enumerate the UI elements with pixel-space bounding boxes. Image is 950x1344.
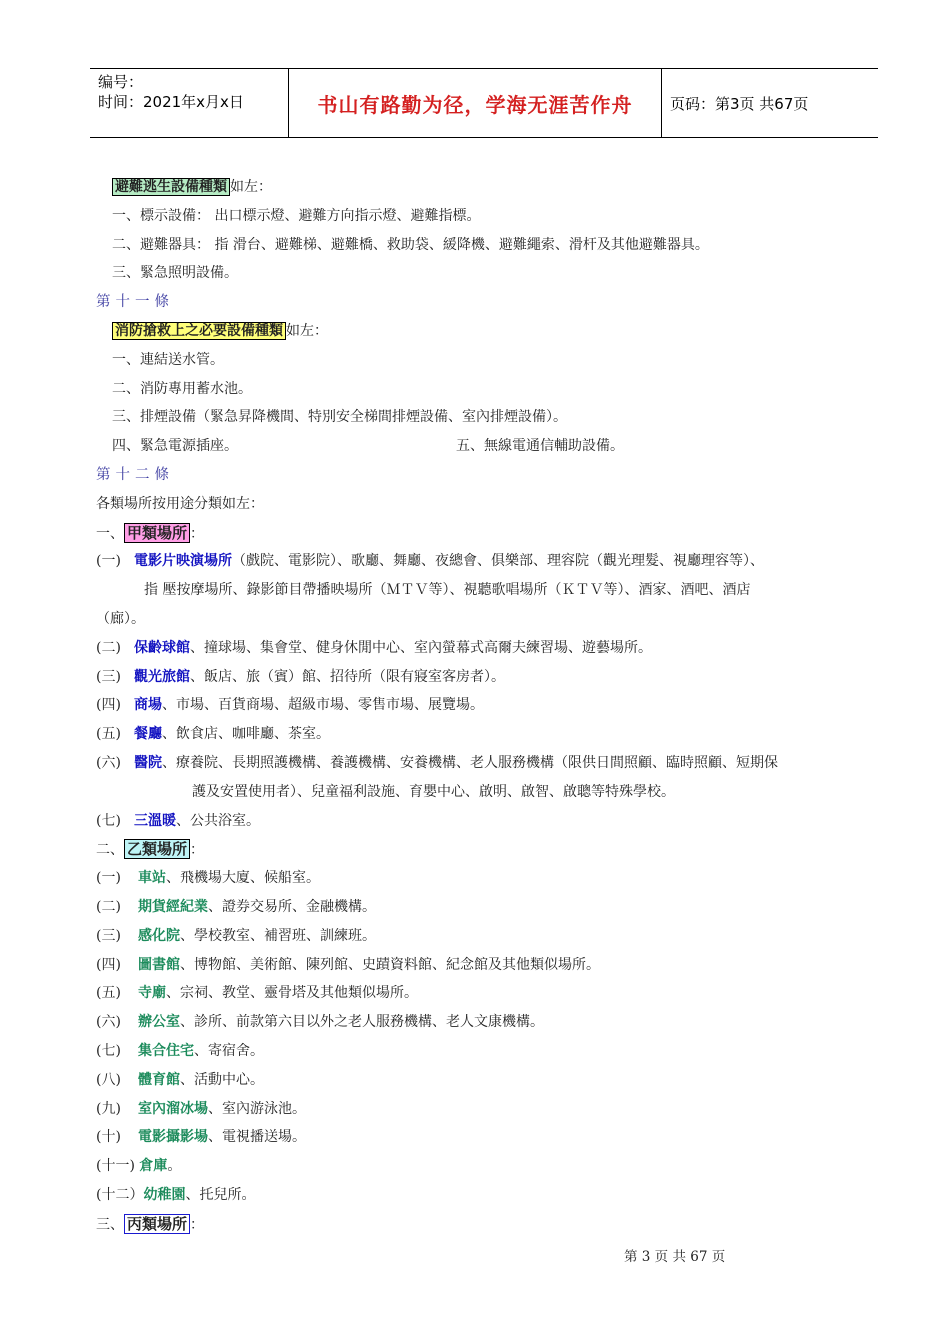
item-number: (十二） <box>96 1186 144 1203</box>
item-number: (八) <box>96 1071 121 1088</box>
item-key: 餐廳 <box>134 726 162 743</box>
table-row <box>96 979 876 1008</box>
class-a-title <box>96 519 876 548</box>
class-prefix: 一、 <box>96 525 124 542</box>
table-row <box>96 951 876 980</box>
item-rest: 、托兒所。 <box>185 1186 256 1203</box>
item-rest: 、市場、百貨商場、超級市場、零售市場、展覽場。 <box>162 697 484 714</box>
section-title-evacuation <box>96 173 876 202</box>
item-key: 電影片映演場所 <box>134 553 232 570</box>
page-header <box>90 68 878 138</box>
item-key: 集合住宅 <box>138 1042 194 1059</box>
table-row <box>96 1037 876 1066</box>
item-number: (四) <box>96 697 121 714</box>
table-row <box>96 547 876 576</box>
item-rest: 指 壓按摩場所、錄影節目帶播映場所（ＭＴＶ等）、視聽歌唱場所（ＫＴＶ等）、酒家、酒吧、酒店 <box>144 582 751 599</box>
item-rest: （廊）。 <box>96 610 145 627</box>
header-left-cell <box>90 69 288 137</box>
list-item: 三、排煙設備（緊急昇降機間、特別安全梯間排煙設備、室內排煙設備）。 <box>112 409 567 426</box>
item-key: 辦公室 <box>138 1014 180 1031</box>
table-row <box>96 720 876 749</box>
class-prefix: 二、 <box>96 842 124 859</box>
item-key: 室內溜冰場 <box>138 1100 208 1117</box>
highlight-firefighting-equipment: 消防搶救上之必要設備種類 <box>112 322 286 340</box>
class-suffix: ： <box>190 842 205 859</box>
item-key: 觀光旅館 <box>134 668 190 685</box>
item-number: (七) <box>96 1042 121 1059</box>
list-item: 二、避難器具： 指 滑台、避難梯、避難橋、救助袋、緩降機、避難繩索、滑杆及其他避難器具。 <box>112 236 709 253</box>
header-motto: 书山有路勤为径，学海无涯苦作舟 <box>288 69 662 137</box>
item-key: 三溫暖 <box>134 812 176 829</box>
item-key: 電影攝影場 <box>138 1129 208 1146</box>
table-row <box>96 1181 876 1210</box>
list-item-pair <box>96 432 876 461</box>
table-row <box>96 663 876 692</box>
table-row <box>96 864 876 893</box>
class-b-title <box>96 835 876 864</box>
item-number: (一) <box>96 870 121 887</box>
item-rest: 護及安置使用者）、兒童福利設施、育嬰中心、啟明、啟智、啟聰等特殊學校。 <box>192 783 675 800</box>
item-rest: 、療養院、長期照護機構、養護機構、安養機構、老人服務機構（限供日間照顧、臨時照顧、短期保 <box>162 754 778 771</box>
table-row-continuation <box>96 605 876 634</box>
item-rest: 、診所、前款第六目以外之老人服務機構、老人文康機構。 <box>180 1014 544 1031</box>
item-number: (四) <box>96 956 121 973</box>
header-time: 时间：2021年x月x日 <box>98 93 244 111</box>
article-11-heading: 第十一條 <box>96 294 174 311</box>
item-rest: 、飛機場大廈、候船室。 <box>166 870 320 887</box>
item-key: 圖書館 <box>138 956 180 973</box>
item-number: (六) <box>96 1014 121 1031</box>
table-row-continuation <box>96 778 876 807</box>
class-suffix: ： <box>190 525 205 542</box>
table-row <box>96 634 876 663</box>
item-rest: 、飲食店、咖啡廳、茶室。 <box>162 726 330 743</box>
list-item: 一、標示設備： 出口標示燈、避難方向指示燈、避難指標。 <box>112 207 481 224</box>
list-item: 一、連結送水管。 <box>112 351 224 368</box>
item-key: 商場 <box>134 697 162 714</box>
item-rest: 、宗祠、教堂、靈骨塔及其他類似場所。 <box>166 985 418 1002</box>
table-row <box>96 922 876 951</box>
table-row <box>96 1123 876 1152</box>
table-row <box>96 749 876 778</box>
header-number: 编号： <box>98 73 144 91</box>
item-rest: 、撞球場、集會堂、健身休閒中心、室內螢幕式高爾夫練習場、遊藝場所。 <box>190 639 652 656</box>
highlight-evacuation-equipment: 避難逃生設備種類 <box>112 178 230 196</box>
item-number: (九) <box>96 1100 121 1117</box>
item-rest: 、活動中心。 <box>180 1071 264 1088</box>
table-row <box>96 893 876 922</box>
class-c-title <box>96 1210 876 1239</box>
item-key: 幼稚園 <box>143 1186 186 1203</box>
table-row-continuation <box>96 576 876 605</box>
title-suffix: 如左： <box>286 322 328 339</box>
item-key: 感化院 <box>138 927 180 944</box>
item-number: (七) <box>96 812 121 829</box>
list-item: 三、緊急照明設備。 <box>112 265 238 282</box>
item-key: 期貨經紀業 <box>138 898 208 915</box>
list-item: 五、無線電通信輔助設備。 <box>456 438 624 455</box>
highlight-class-c: 丙類場所 <box>124 1214 190 1234</box>
item-number: (五) <box>96 985 121 1002</box>
item-key: 體育館 <box>138 1071 180 1088</box>
page-footer: 第 3 页 共 67 页 <box>624 1249 726 1265</box>
item-key: 醫院 <box>134 754 162 771</box>
item-rest: 、公共浴室。 <box>176 812 260 829</box>
item-key: 倉庫 <box>139 1158 168 1175</box>
class-suffix: ： <box>190 1216 205 1233</box>
item-key: 保齡球館 <box>134 639 190 656</box>
title-suffix: 如左： <box>230 179 272 195</box>
item-number: (三) <box>96 927 121 944</box>
table-row <box>96 1008 876 1037</box>
list-item: 四、緊急電源插座。 <box>112 438 238 455</box>
item-rest: （戲院、電影院）、歌廳、舞廳、夜總會、俱樂部、理容院（觀光理髮、視廳理容等）、 <box>232 553 764 570</box>
item-rest: 、博物館、美術館、陳列館、史蹟資料館、紀念館及其他類似場所。 <box>180 956 600 973</box>
table-row <box>96 691 876 720</box>
item-number: (二) <box>96 898 121 915</box>
item-rest: 、寄宿舍。 <box>194 1042 264 1059</box>
article-12-heading: 第十二條 <box>96 466 174 483</box>
item-number: (二) <box>96 639 121 656</box>
header-page-info: 页码：第3页 共67页 <box>670 94 809 113</box>
item-key: 寺廟 <box>138 985 166 1002</box>
item-key: 車站 <box>138 870 166 887</box>
table-row <box>96 1066 876 1095</box>
item-number: (一) <box>96 553 121 570</box>
item-rest: 、室內游泳池。 <box>208 1100 306 1117</box>
item-rest: 、飯店、旅（賓）館、招待所（限有寢室客房者）。 <box>190 668 505 685</box>
section-title-firefighting <box>96 317 876 346</box>
item-number: (三) <box>96 668 121 685</box>
item-rest: 、證券交易所、金融機構。 <box>208 898 376 915</box>
item-rest: 、學校教室、補習班、訓練班。 <box>180 927 376 944</box>
table-row <box>96 807 876 836</box>
table-row <box>96 1095 876 1124</box>
item-number: (六) <box>96 754 121 771</box>
highlight-class-b: 乙類場所 <box>124 839 190 859</box>
item-rest: 。 <box>167 1158 182 1175</box>
item-number: (五) <box>96 726 121 743</box>
item-number: (十) <box>96 1129 121 1146</box>
class-prefix: 三、 <box>96 1216 124 1233</box>
item-rest: 、電視播送場。 <box>208 1129 306 1146</box>
highlight-class-a: 甲類場所 <box>124 523 190 543</box>
list-item: 二、消防專用蓄水池。 <box>112 380 252 397</box>
item-number: (十一) <box>96 1158 135 1175</box>
document-body <box>96 173 876 1238</box>
table-row <box>96 1152 876 1181</box>
article-12-intro: 各類場所按用途分類如左： <box>96 495 264 512</box>
